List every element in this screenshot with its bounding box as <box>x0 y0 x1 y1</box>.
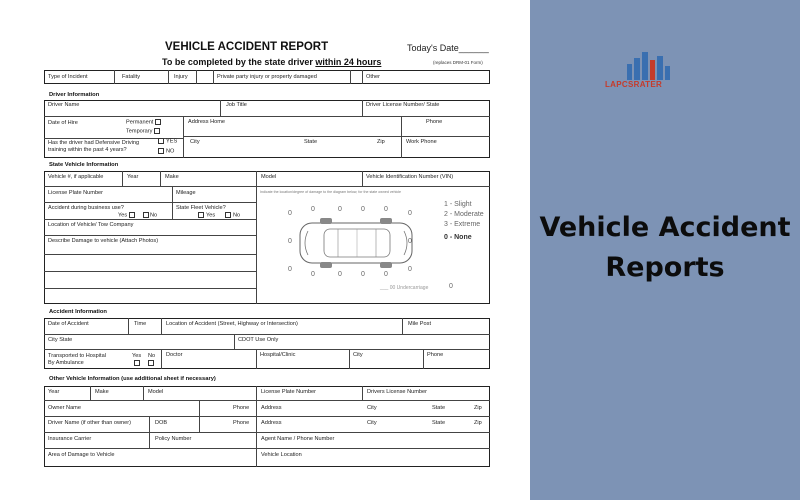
business-yes-checkbox[interactable]: Yes <box>118 212 135 219</box>
transported-yes-label: Yes <box>132 353 142 359</box>
sv-make-label: Make <box>165 174 179 180</box>
transported-yes-checkbox[interactable] <box>134 360 140 367</box>
state-vehicle-heading: State Vehicle Information <box>49 162 119 168</box>
address-home-label: Address Home <box>188 119 225 125</box>
diagram-zero: 0 <box>384 206 388 213</box>
driver-zip-label: Zip <box>377 139 385 145</box>
logo-text: LAPCSRATER <box>605 80 663 89</box>
permanent-checkbox[interactable]: Permanent <box>126 119 161 126</box>
undercarriage-label: ___ 00 Undercarriage <box>380 285 429 291</box>
sv-year-label: Year <box>127 174 139 180</box>
mileage-label: Mileage <box>176 190 196 196</box>
transported-label-1: Transported to Hospital <box>48 353 106 359</box>
defensive-driving-question-1: Has the driver had Defensive Driving <box>48 140 140 146</box>
diagram-zero: 0 <box>408 210 412 217</box>
hospital-label: Hospital/Clinic <box>260 352 296 358</box>
phone-label: Phone <box>426 119 443 125</box>
vehicle-location-label: Location of Vehicle/ Tow Company <box>48 222 134 228</box>
doctor-label: Doctor <box>166 352 183 358</box>
temporary-checkbox[interactable]: Temporary <box>126 128 160 135</box>
work-phone-label: Work Phone <box>406 139 437 145</box>
replaces-note: (replaces DRM-01 Form) <box>433 60 483 65</box>
ov-dl-label: Drivers License Number <box>367 389 427 395</box>
fleet-yes-checkbox[interactable]: Yes <box>198 212 215 219</box>
todays-date-field: Today's Date______ <box>407 43 489 53</box>
policy-number-label: Policy Number <box>155 436 192 442</box>
diagram-zero: 0 <box>288 238 292 245</box>
ov-driver-zip-label: Zip <box>474 420 482 426</box>
diagram-zero: 0 <box>408 238 412 245</box>
driver-info-heading: Driver Information <box>49 92 100 98</box>
ov-driver-state-label: State <box>432 420 446 426</box>
owner-name-label: Owner Name <box>48 405 81 411</box>
driver-license-label: Driver License Number/ State <box>366 102 440 108</box>
ov-model-label: Model <box>148 389 164 395</box>
date-of-accident-label: Date of Accident <box>48 321 89 327</box>
ov-driver-name-label: Driver Name (if other than owner) <box>48 420 132 426</box>
business-no-checkbox[interactable]: No <box>143 212 157 219</box>
transported-no-label: No <box>148 353 156 359</box>
time-label: Time <box>134 321 147 327</box>
fleet-no-checkbox[interactable]: No <box>225 212 240 219</box>
ov-make-label: Make <box>95 389 109 395</box>
ov-plate-label: License Plate Number <box>261 389 317 395</box>
ov-driver-address-label: Address <box>261 420 282 426</box>
ov-driver-phone-label: Phone <box>233 420 250 426</box>
form-subtitle: To be completed by the state driver within 24 hours <box>162 57 382 67</box>
agent-name-label: Agent Name / Phone Number <box>261 436 335 442</box>
diagram-zero: 0 <box>288 210 292 217</box>
diagram-zero: 0 <box>408 266 412 273</box>
diagram-zero: 0 <box>361 271 365 278</box>
city-state-label: City State <box>48 337 73 343</box>
diagram-zero: 0 <box>288 266 292 273</box>
fleet-vehicle-label: State Fleet Vehicle? <box>176 205 226 211</box>
business-use-label: Accident during business use? <box>48 205 124 211</box>
defensive-driving-question-2: training within the past 4 years? <box>48 147 127 153</box>
ov-year-label: Year <box>48 389 60 395</box>
accident-location-label: Location of Accident (Street, Highway or Intersection) <box>166 321 298 327</box>
job-title-label: Job Title <box>226 102 247 108</box>
area-of-damage-label: Area of Damage to Vehicle <box>48 452 115 458</box>
vin-label: Vehicle Identification Number (VIN) <box>366 174 454 180</box>
diagram-zero: 0 <box>311 271 315 278</box>
damage-legend: 1 - Slight 2 - Moderate 3 - Extreme 0 - None <box>444 201 484 241</box>
cdot-label: CDOT Use Only <box>238 337 279 343</box>
diagram-note: Indicate the location/degree of damage to the diagram below, for the state owned vehicle <box>260 190 402 194</box>
fatality-label: Fatality <box>122 74 141 80</box>
driver-state-label: State <box>304 139 318 145</box>
side-title: Vehicle Accident Reports <box>539 212 791 283</box>
private-party-label: Private party injury or property damaged <box>217 74 317 80</box>
defensive-no-checkbox[interactable]: NO <box>158 148 174 155</box>
diagram-zero: 0 <box>361 206 365 213</box>
mile-post-label: Mile Post <box>408 321 432 327</box>
other-vehicle-heading: Other Vehicle Information (use additional sheet if necessary) <box>49 376 216 382</box>
transported-no-checkbox[interactable] <box>148 360 154 367</box>
diagram-zero: 0 <box>311 206 315 213</box>
accident-city-label: City <box>353 352 363 358</box>
car-damage-diagram <box>298 215 416 271</box>
injury-label: Injury <box>174 74 188 80</box>
owner-address-label: Address <box>261 405 282 411</box>
diagram-zero: 0 <box>338 271 342 278</box>
vehicle-number-label: Vehicle #, if applicable <box>48 174 104 180</box>
sv-model-label: Model <box>261 174 277 180</box>
defensive-yes-checkbox[interactable]: YES <box>158 138 177 145</box>
owner-state-label: State <box>432 405 446 411</box>
diagram-zero: 0 <box>338 206 342 213</box>
insurance-carrier-label: Insurance Carrier <box>48 436 92 442</box>
plate-number-label: License Plate Number <box>48 190 104 196</box>
driver-city-label: City <box>190 139 200 145</box>
accident-phone-label: Phone <box>427 352 444 358</box>
city-skyline-icon <box>605 48 695 80</box>
date-of-hire-label: Date of Hire <box>48 120 78 126</box>
owner-city-label: City <box>367 405 377 411</box>
diagram-zero: 0 <box>384 271 388 278</box>
type-of-incident-label: Type of Incident <box>48 74 88 80</box>
ov-driver-city-label: City <box>367 420 377 426</box>
owner-phone-label: Phone <box>233 405 250 411</box>
accident-info-heading: Accident Information <box>49 309 107 315</box>
driver-name-label: Driver Name <box>48 102 80 108</box>
owner-zip-label: Zip <box>474 405 482 411</box>
site-logo[interactable] <box>605 48 695 93</box>
undercarriage-value: 0 <box>449 283 453 290</box>
ov-dob-label: DOB <box>155 420 168 426</box>
describe-damage-label: Describe Damage to vehicle (Attach Photos) <box>48 238 159 244</box>
transported-label-2: By Ambulance <box>48 360 84 366</box>
other-label: Other <box>366 74 380 80</box>
vehicle-location-label: Vehicle Location <box>261 452 302 458</box>
form-title: VEHICLE ACCIDENT REPORT <box>165 41 329 53</box>
